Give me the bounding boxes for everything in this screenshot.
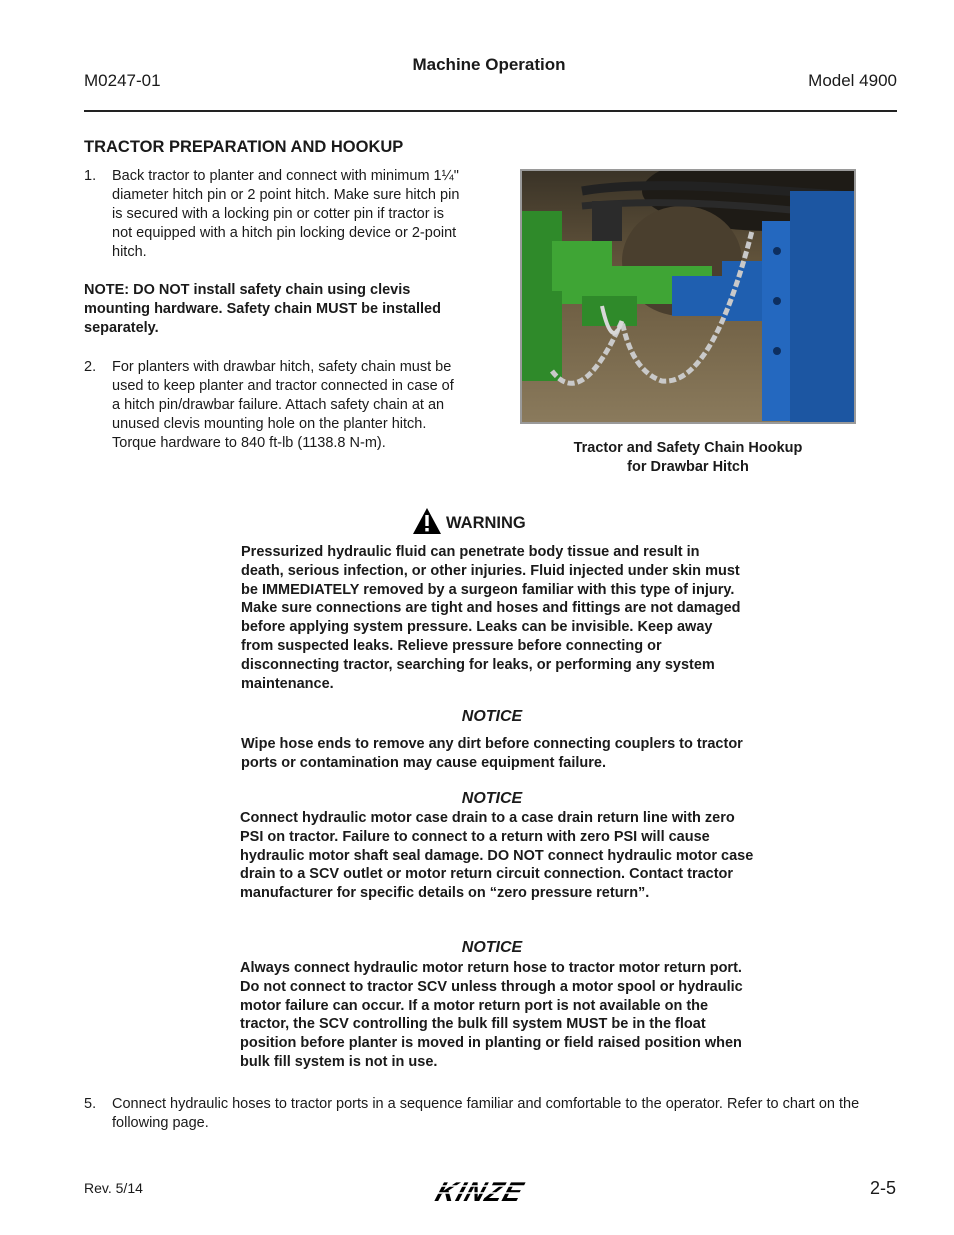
header-divider: [84, 110, 897, 112]
page-title: TRACTOR PREPARATION AND HOOKUP: [84, 138, 404, 156]
hitch-photo-illustration: [522, 171, 854, 422]
revision-date: Rev. 5/14: [84, 1180, 143, 1196]
step-5: [84, 1095, 899, 1133]
step-1: [84, 167, 464, 262]
step-number: 1.: [84, 168, 97, 184]
kinze-logo: [430, 1176, 548, 1206]
notice-heading: NOTICE: [461, 790, 523, 807]
document-number: M0247-01: [84, 71, 161, 90]
warning-heading: [412, 508, 526, 538]
warning-title: WARNING: [446, 513, 526, 532]
step-number: 5.: [84, 1096, 97, 1112]
step-text: Connect hydraulic hoses to tractor ports in a sequence familiar and comfortable to the operator. Refer to chart on the following page.: [112, 1096, 860, 1131]
notice-heading: NOTICE: [461, 939, 523, 956]
step-number: 2.: [84, 359, 97, 375]
notice-text: Connect hydraulic motor case drain to a case drain return line with zero PSI on tractor. Failure to connect to a return with zero PSI will cause hydraulic motor shaft seal damage. DO NOT connect hydraulic motor case drain to a SCV outlet or motor return circuit connection. Contact tractor manufacturer for specific details on “zero pressure return”.: [240, 810, 754, 902]
note-text: NOTE: DO NOT install safety chain using clevis mounting hardware. Safety chain MUST be installed separately.: [84, 282, 441, 336]
warning-text: Pressurized hydraulic fluid can penetrate body tissue and result in death, serious infection, or other injuries. Fluid injected under skin must be IMMEDIATELY removed by a surgeon familiar with this type of injury. Make sure connections are tight and hoses and fittings are not damaged before applying system pressure. Leaks can be invisible. Keep away from suspected leaks. Relieve pressure before connecting or disconnecting tractor, searching for leaks, or performing any system maintenance.: [241, 544, 741, 692]
section-heading: Machine Operation: [412, 55, 566, 74]
page-number: 2-5: [869, 1178, 896, 1198]
caption-line: Tractor and Safety Chain Hookup: [573, 440, 803, 456]
step-text: Back tractor to planter and connect with minimum 1¼" diameter hitch pin or 2 point hitch. Make sure hitch pin is secured with a locking pin or cotter pin if tractor is not equipped with a hitch pin locking device or 2-point hitch.: [112, 168, 460, 260]
step-2: [84, 358, 464, 453]
notice-text: Wipe hose ends to remove any dirt before connecting couplers to tractor ports or contamination may cause equipment failure.: [241, 736, 743, 771]
logo-text: KINZE: [431, 1176, 528, 1206]
figure-caption: [520, 439, 856, 477]
model-number: Model 4900: [808, 71, 897, 90]
step-text: For planters with drawbar hitch, safety chain must be used to keep planter and tractor connected in case of a hitch pin/drawbar failure. Attach safety chain at an unused clevis mounting hole on the planter hitch. Torque hardware to 840 ft-lb (1138.8 N-m).: [112, 359, 454, 451]
notice-heading: NOTICE: [461, 708, 523, 725]
caption-line: for Drawbar Hitch: [627, 459, 749, 475]
hitch-photo: [520, 169, 856, 424]
warning-triangle-icon: [412, 507, 442, 540]
notice-text: Always connect hydraulic motor return hose to tractor motor return port. Do not connect to tractor SCV unless through a motor spool or hydraulic motor failure can occur. If a motor return port is not available on the tractor, the SCV controlling the bulk fill system MUST be in the float position before planter is moved in planting or field raised position when bulk fill system is not in use.: [240, 960, 743, 1070]
